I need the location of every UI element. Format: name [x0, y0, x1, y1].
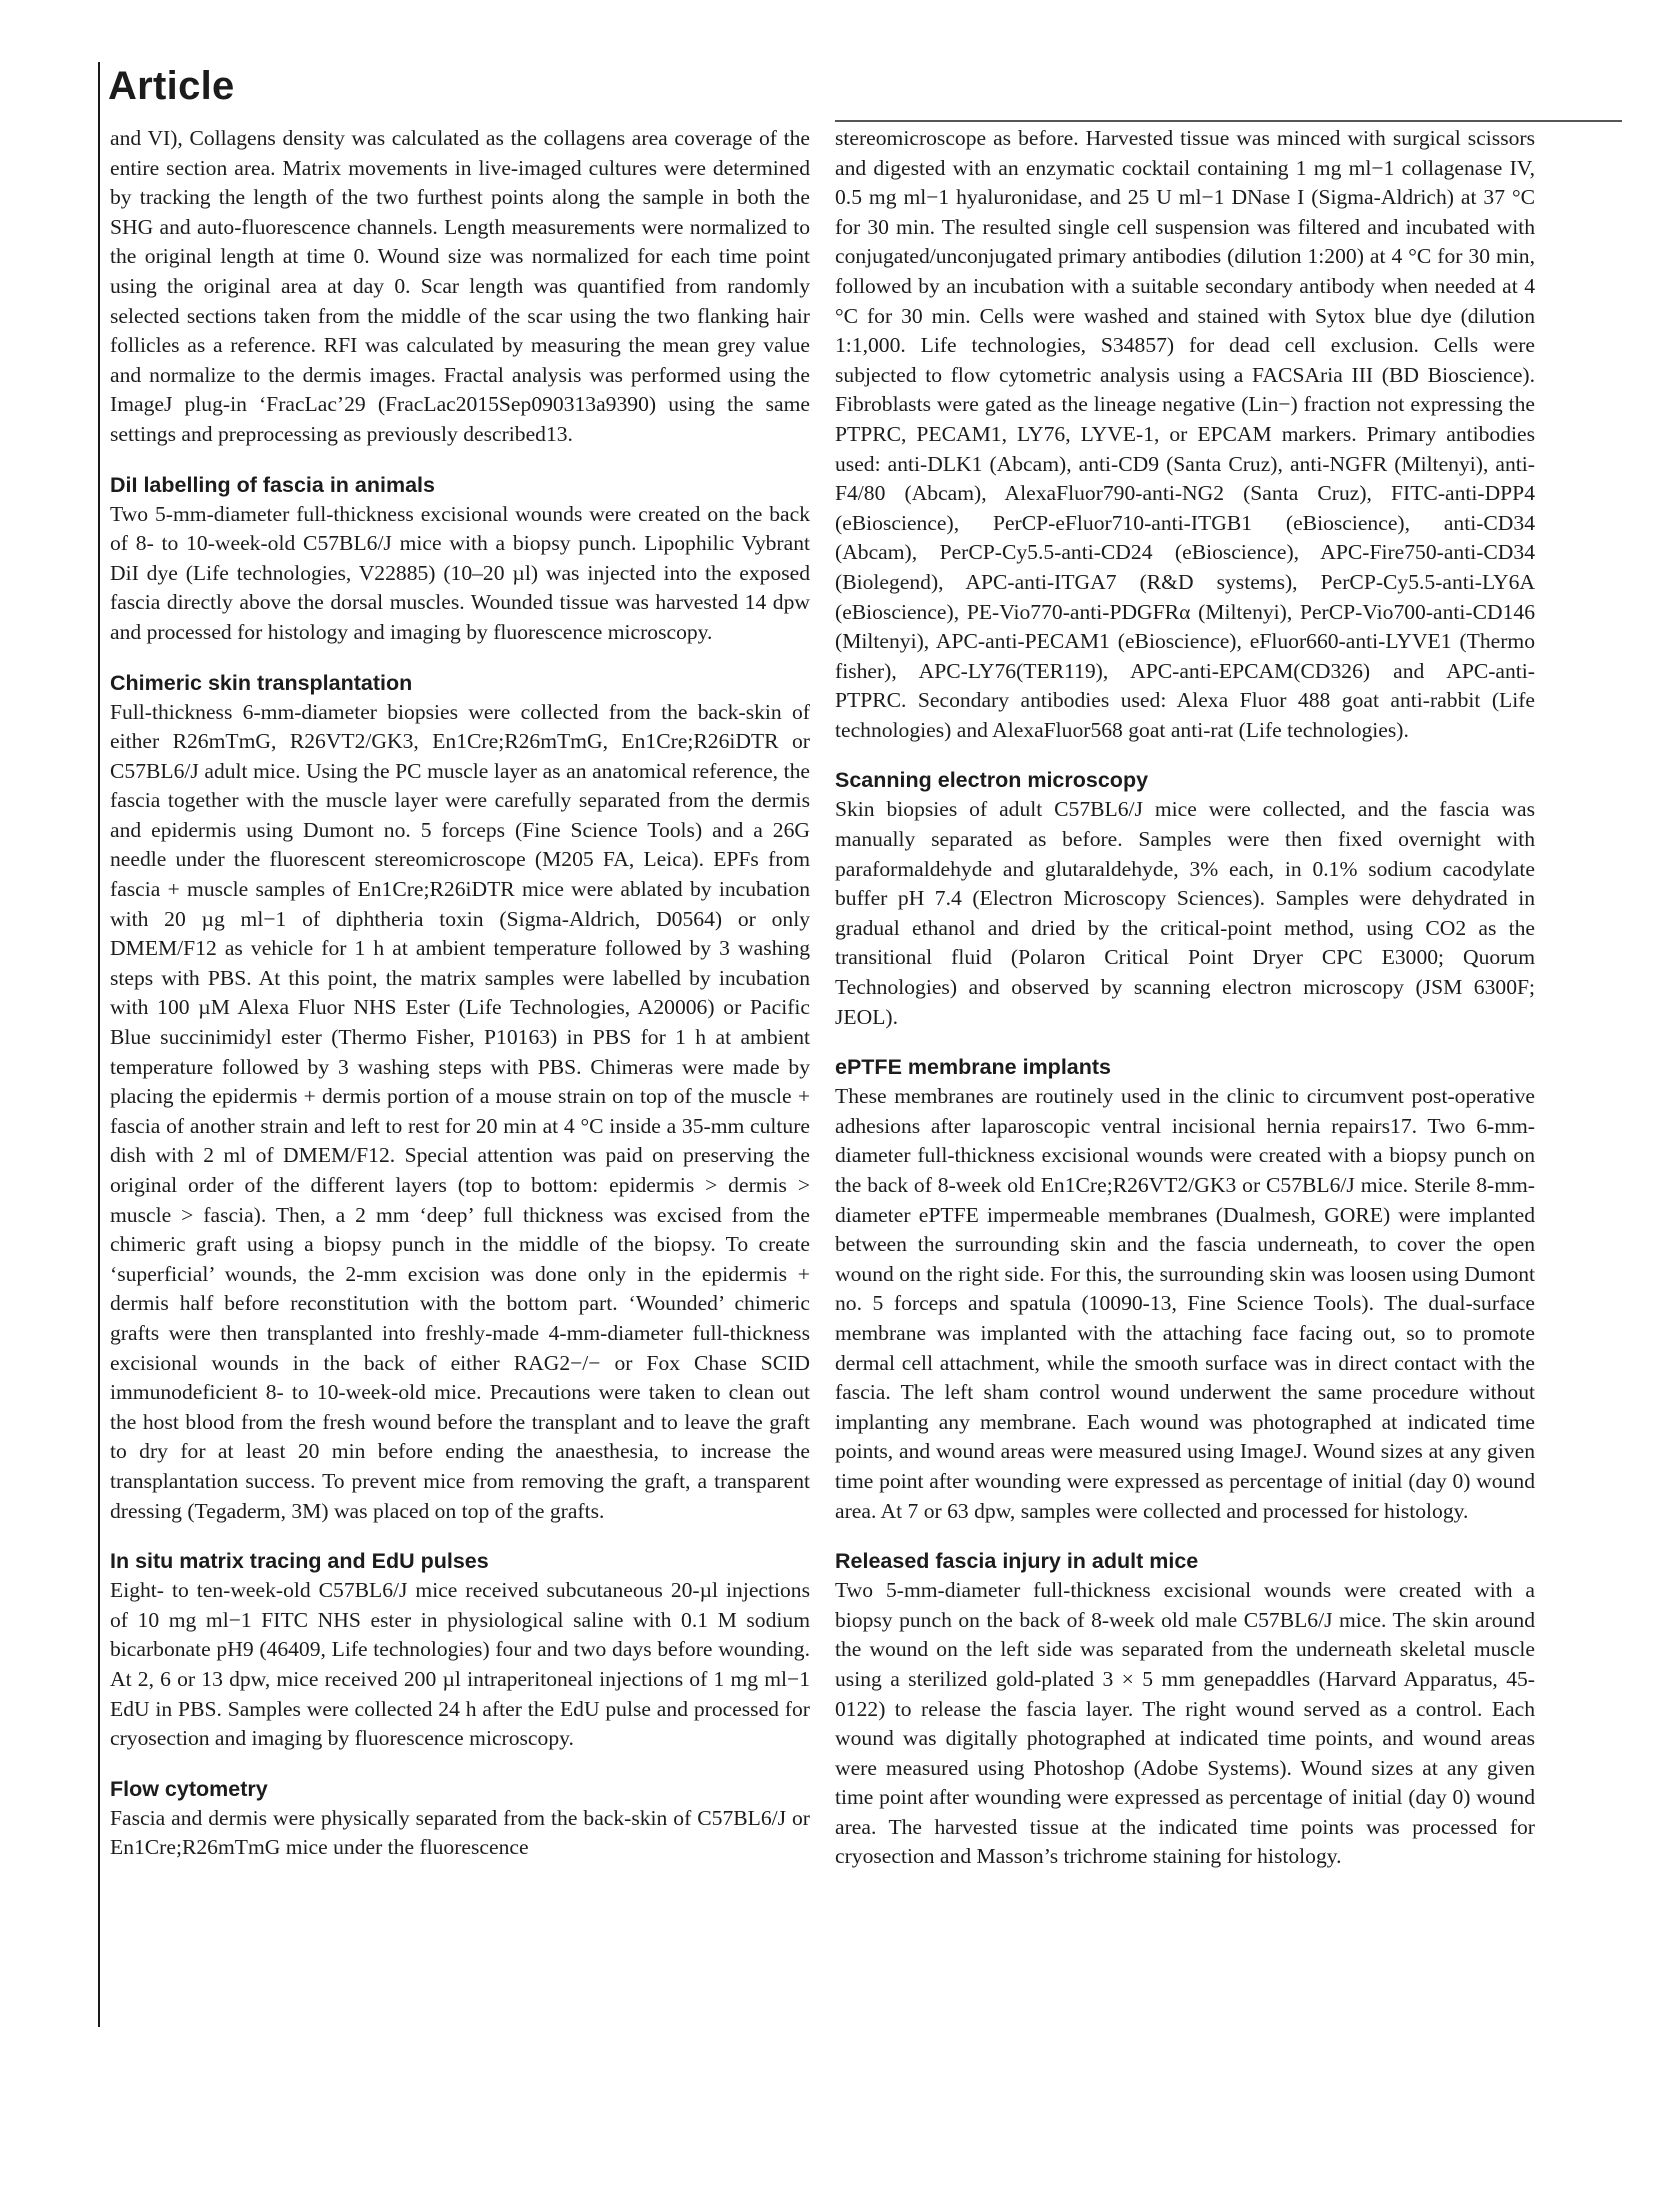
section-heading-chimeric-transplantation: Chimeric skin transplantation [110, 670, 413, 695]
section-heading-flow-cytometry: Flow cytometry [110, 1776, 268, 1801]
section-heading-released-fascia: Released fascia injury in adult mice [835, 1549, 1199, 1574]
section-body-eptfe-implants: These membranes are routinely used in the clinic to circumvent post-operative adhesions after laparoscopic ventral incisional hernia repairs17. Two 6-mm-diameter full-thickness excisional wounds were created with a biopsy punch on the back of 8-week old En1Cre;R26VT2/GK3 or C57BL6/J mice. Sterile 8-mm-diameter ePTFE impermeable membranes (Dualmesh, GORE) were implanted between the surrounding skin and the fascia underneath, to cover the open wound on the right side. For this, the surrounding skin was loosen using Dumont no. 5 forceps and spatula (10090-13, Fine Science Tools). The dual-surface membrane was implanted with the attaching face facing out, so to promote dermal cell attachment, while the smooth surface was in direct contact with the fascia. The left sham control wound underwent the same procedure without implanting any membrane. Each wound was photographed at indicated time points, and wound areas were measured using ImageJ. Wound sizes at any given time point after wounding were expressed as percentage of initial (day 0) wound area. At 7 or 63 dpw, samples were collected and processed for histology. [835, 1084, 1535, 1523]
left-intro-paragraph: and VI), Collagens density was calculated as the collagens area coverage of the entire section area. Matrix movements in live-imaged cultures were determined by tracking the length of the two furthest points along the sample in both the SHG and auto-fluorescence channels. Length measurements were normalized to the original length at time 0. Wound size was normalized for each time point using the original area at day 0. Scar length was quantified from randomly selected sections taken from the middle of the scar using the two flanking hair follicles as a reference. RFI was calculated by measuring the mean grey value and normalize to the dermis images. Fractal analysis was performed using the ImageJ plug-in ‘FracLac’29 (FracLac2015Sep090313a9390) using the same settings and preprocessing as previously described13. [110, 126, 810, 446]
right-column [835, 124, 1535, 1872]
page-title: Article [108, 64, 235, 108]
section-body-flow-cytometry: Fascia and dermis were physically separated from the back-skin of C57BL6/J or En1Cre;R26mTmG mice under the fluorescence [110, 1805, 810, 1860]
left-column [110, 124, 810, 1863]
section-heading-matrix-tracing: In situ matrix tracing and EdU pulses [110, 1549, 489, 1574]
section-body-released-fascia: Two 5-mm-diameter full-thickness excisional wounds were created with a biopsy punch on the back of 8-week old male C57BL6/J mice. The skin around the wound on the left side was separated from the underneath skeletal muscle using a sterilized gold-plated 3 × 5 mm genepaddles (Harvard Apparatus, 45-0122) to release the fascia layer. The right wound served as a control. Each wound was digitally photographed at indicated time points, and wound areas were measured using Photoshop (Adobe Systems). Wound sizes at any given time point after wounding were expressed as percentage of initial (day 0) wound area. The harvested tissue at the indicated time points was processed for cryosection and Masson’s trichrome staining for histology. [835, 1578, 1535, 1869]
section-heading-sem: Scanning electron microscopy [835, 768, 1149, 793]
section-heading-eptfe-implants: ePTFE membrane implants [835, 1055, 1111, 1080]
right-intro-paragraph: stereomicroscope as before. Harvested tissue was minced with surgical scissors and digested with an enzymatic cocktail containing 1 mg ml−1 collagenase IV, 0.5 mg ml−1 hyaluronidase, and 25 U ml−1 DNase I (Sigma-Aldrich) at 37 °C for 30 min. The resulted single cell suspension was filtered and incubated with conjugated/unconjugated primary antibodies (dilution 1:200) at 4 °C for 30 min, followed by an incubation with a suitable secondary antibody when needed at 4 °C for 30 min. Cells were washed and stained with Sytox blue dye (dilution 1:1,000. Life technologies, S34857) for dead cell exclusion. Cells were subjected to flow cytometric analysis using a FACSAria III (BD Bioscience). Fibroblasts were gated as the lineage negative (Lin−) fraction not expressing the PTPRC, PECAM1, LY76, LYVE-1, or EPCAM markers. Primary antibodies used: anti-DLK1 (Abcam), anti-CD9 (Santa Cruz), anti-NGFR (Miltenyi), anti-F4/80 (Abcam), AlexaFluor790-anti-NG2 (Santa Cruz), FITC-anti-DPP4 (eBioscience), PerCP-eFluor710-anti-ITGB1 (eBioscience), anti-CD34 (Abcam), PerCP-Cy5.5-anti-CD24 (eBioscience), APC-Fire750-anti-CD34 (Biolegend), APC-anti-ITGA7 (R&D systems), PerCP-Cy5.5-anti-LY6A (eBioscience), PE-Vio770-anti-PDGFRα (Miltenyi), PerCP-Vio700-anti-CD146 (Miltenyi), APC-anti-PECAM1 (eBioscience), eFluor660-anti-LYVE1 (Thermo fisher), APC-LY76(TER119), APC-anti-EPCAM(CD326) and APC-anti-PTPRC. Secondary antibodies used: Alexa Fluor 488 goat anti-rabbit (Life technologies) and AlexaFluor568 goat anti-rat (Life technologies). [835, 126, 1535, 742]
section-body-dii-labelling: Two 5-mm-diameter full-thickness excisional wounds were created on the back of 8- to 10-week-old C57BL6/J mice with a biopsy punch. Lipophilic Vybrant DiI dye (Life technologies, V22885) (10–20 µl) was injected into the exposed fascia directly above the dorsal muscles. Wounded tissue was harvested 14 dpw and processed for histology and imaging by fluorescence microscopy. [110, 501, 810, 644]
section-body-chimeric-transplantation: Full-thickness 6-mm-diameter biopsies were collected from the back-skin of either R26mTmG, R26VT2/GK3, En1Cre;R26mTmG, En1Cre;R26iDTR or C57BL6/J adult mice. Using the PC muscle layer as an anatomical reference, the fascia together with the muscle layer were carefully separated from the dermis and epidermis using Dumont no. 5 forceps (Fine Science Tools) and a 26G needle under the fluorescent stereomicroscope (M205 FA, Leica). EPFs from fascia + muscle samples of En1Cre;R26iDTR mice were ablated by incubation with 20 µg ml−1 of diphtheria toxin (Sigma-Aldrich, D0564) or only DMEM/F12 as vehicle for 1 h at ambient temperature followed by 3 washing steps with PBS. At this point, the matrix samples were labelled by incubation with 100 µM Alexa Fluor NHS Ester (Life Technologies, A20006) or Pacific Blue succinimidyl ester (Thermo Fisher, P10163) in PBS for 1 h at ambient temperature followed by 3 washing steps with PBS. Chimeras were made by placing the epidermis + dermis portion of a mouse strain on top of the muscle + fascia of another strain and left to rest for 20 min at 4 °C inside a 35-mm culture dish with 2 ml of DMEM/F12. Special attention was paid on preserving the original order of the different layers (top to bottom: epidermis > dermis > muscle > fascia). Then, a 2 mm ‘deep’ full thickness was excised from the chimeric graft using a biopsy punch in the middle of the biopsy. To create ‘superficial’ wounds, the 2-mm excision was done only in the epidermis + dermis half before reconstitution with the bottom part. ‘Wounded’ chimeric grafts were then transplanted into freshly-made 4-mm-diameter full-thickness excisional wounds in the back of either RAG2−/− or Fox Chase SCID immunodeficient 8- to 10-week-old mice. Precautions were taken to clean out the host blood from the fresh wound before the transplant and to leave the graft to dry for at least 20 min before ending the anaesthesia, to increase the transplantation success. To prevent mice from removing the graft, a transparent dressing (Tegaderm, 3M) was placed on top of the grafts. [110, 699, 810, 1523]
section-body-sem: Skin biopsies of adult C57BL6/J mice were collected, and the fascia was manually separated as before. Samples were then fixed overnight with paraformaldehyde and glutaraldehyde, 3% each, in 0.1% sodium cacodylate buffer pH 7.4 (Electron Microscopy Sciences). Samples were dehydrated in gradual ethanol and dried by the critical-point method, using CO2 as the transitional fluid (Polaron Critical Point Dryer CPC E3000; Quorum Technologies) and observed by scanning electron microscopy (JSM 6300F; JEOL). [835, 797, 1535, 1029]
margin-rule [98, 62, 100, 2027]
header-rule [835, 120, 1622, 122]
section-body-matrix-tracing: Eight- to ten-week-old C57BL6/J mice received subcutaneous 20-µl injections of 10 mg ml−1 FITC NHS ester in physiological saline with 0.1 M sodium bicarbonate pH9 (46409, Life technologies) four and two days before wounding. At 2, 6 or 13 dpw, mice received 200 µl intraperitoneal injections of 1 mg ml−1 EdU in PBS. Samples were collected 24 h after the EdU pulse and processed for cryosection and imaging by fluorescence microscopy. [110, 1578, 810, 1751]
section-heading-dii-labelling: DiI labelling of fascia in animals [110, 472, 435, 497]
